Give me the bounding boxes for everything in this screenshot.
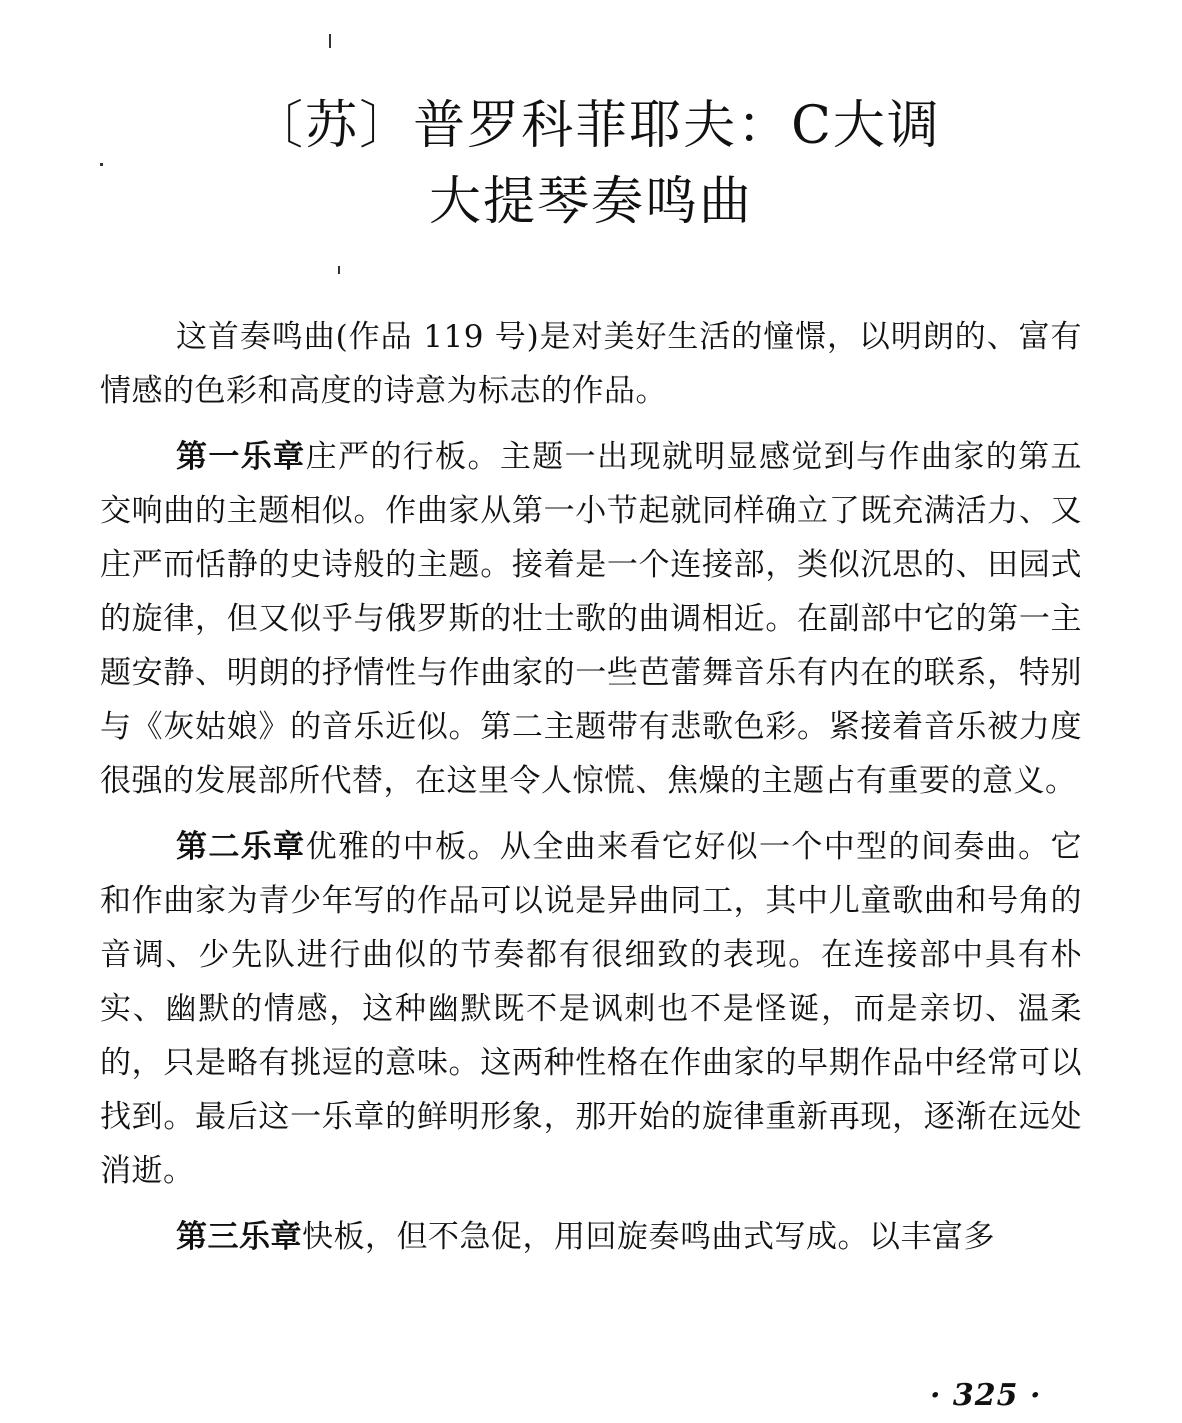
paragraph-text: 快板，但不急促，用回旋奏鸣曲式写成。以丰富多 bbox=[302, 1219, 995, 1255]
title-line-2: 大提琴奏鸣曲 bbox=[428, 172, 753, 232]
movement-heading: 第一乐章 bbox=[176, 439, 306, 475]
paragraph-movement-2 bbox=[100, 820, 1082, 1198]
title-line-1: 〔苏〕普罗科菲耶夫：C大调 bbox=[251, 96, 941, 156]
paragraph-movement-1 bbox=[100, 430, 1082, 808]
paragraph-movement-3 bbox=[100, 1210, 1082, 1264]
document-title bbox=[0, 88, 1182, 240]
movement-heading: 第二乐章 bbox=[176, 829, 306, 865]
movement-heading: 第三乐章 bbox=[176, 1219, 302, 1255]
paragraph-intro bbox=[100, 310, 1082, 418]
page-number: · 325 · bbox=[930, 1378, 1042, 1413]
paragraph-text: 优雅的中板。从全曲来看它好似一个中型的间奏曲。它和作曲家为青少年写的作品可以说是异曲同工，其中儿童歌曲和号角的音调、少先队进行曲似的节奏都有很细致的表现。在连接部中具有朴实、幽默的情感，这种幽默既不是讽刺也不是怪诞，而是亲切、温柔的，只是略有挑逗的意味。这两种性格在作曲家的早期作品中经常可以找到。最后这一乐章的鲜明形象，那开始的旋律重新再现，逐渐在远处消逝。 bbox=[100, 829, 1083, 1189]
paragraph-text: 庄严的行板。主题一出现就明显感觉到与作曲家的第五交响曲的主题相似。作曲家从第一小节起就同样确立了既充满活力、又庄严而恬静的史诗般的主题。接着是一个连接部，类似沉思的、田园式的旋律，但又似乎与俄罗斯的壮士歌的曲调相近。在副部中它的第一主题安静、明朗的抒情性与作曲家的一些芭蕾舞音乐有内在的联系，特别与《灰姑娘》的音乐近似。第二主题带有悲歌色彩。紧接着音乐被力度很强的发展部所代替，在这里令人惊慌、焦燥的主题占有重要的意义。 bbox=[100, 439, 1083, 799]
scan-speck bbox=[329, 34, 331, 48]
paragraph-text: 这首奏鸣曲(作品 119 号)是对美好生活的憧憬，以明朗的、富有情感的色彩和高度的诗意为标志的作品。 bbox=[100, 319, 1082, 409]
scan-speck bbox=[338, 266, 340, 274]
body-text bbox=[100, 310, 1082, 1276]
